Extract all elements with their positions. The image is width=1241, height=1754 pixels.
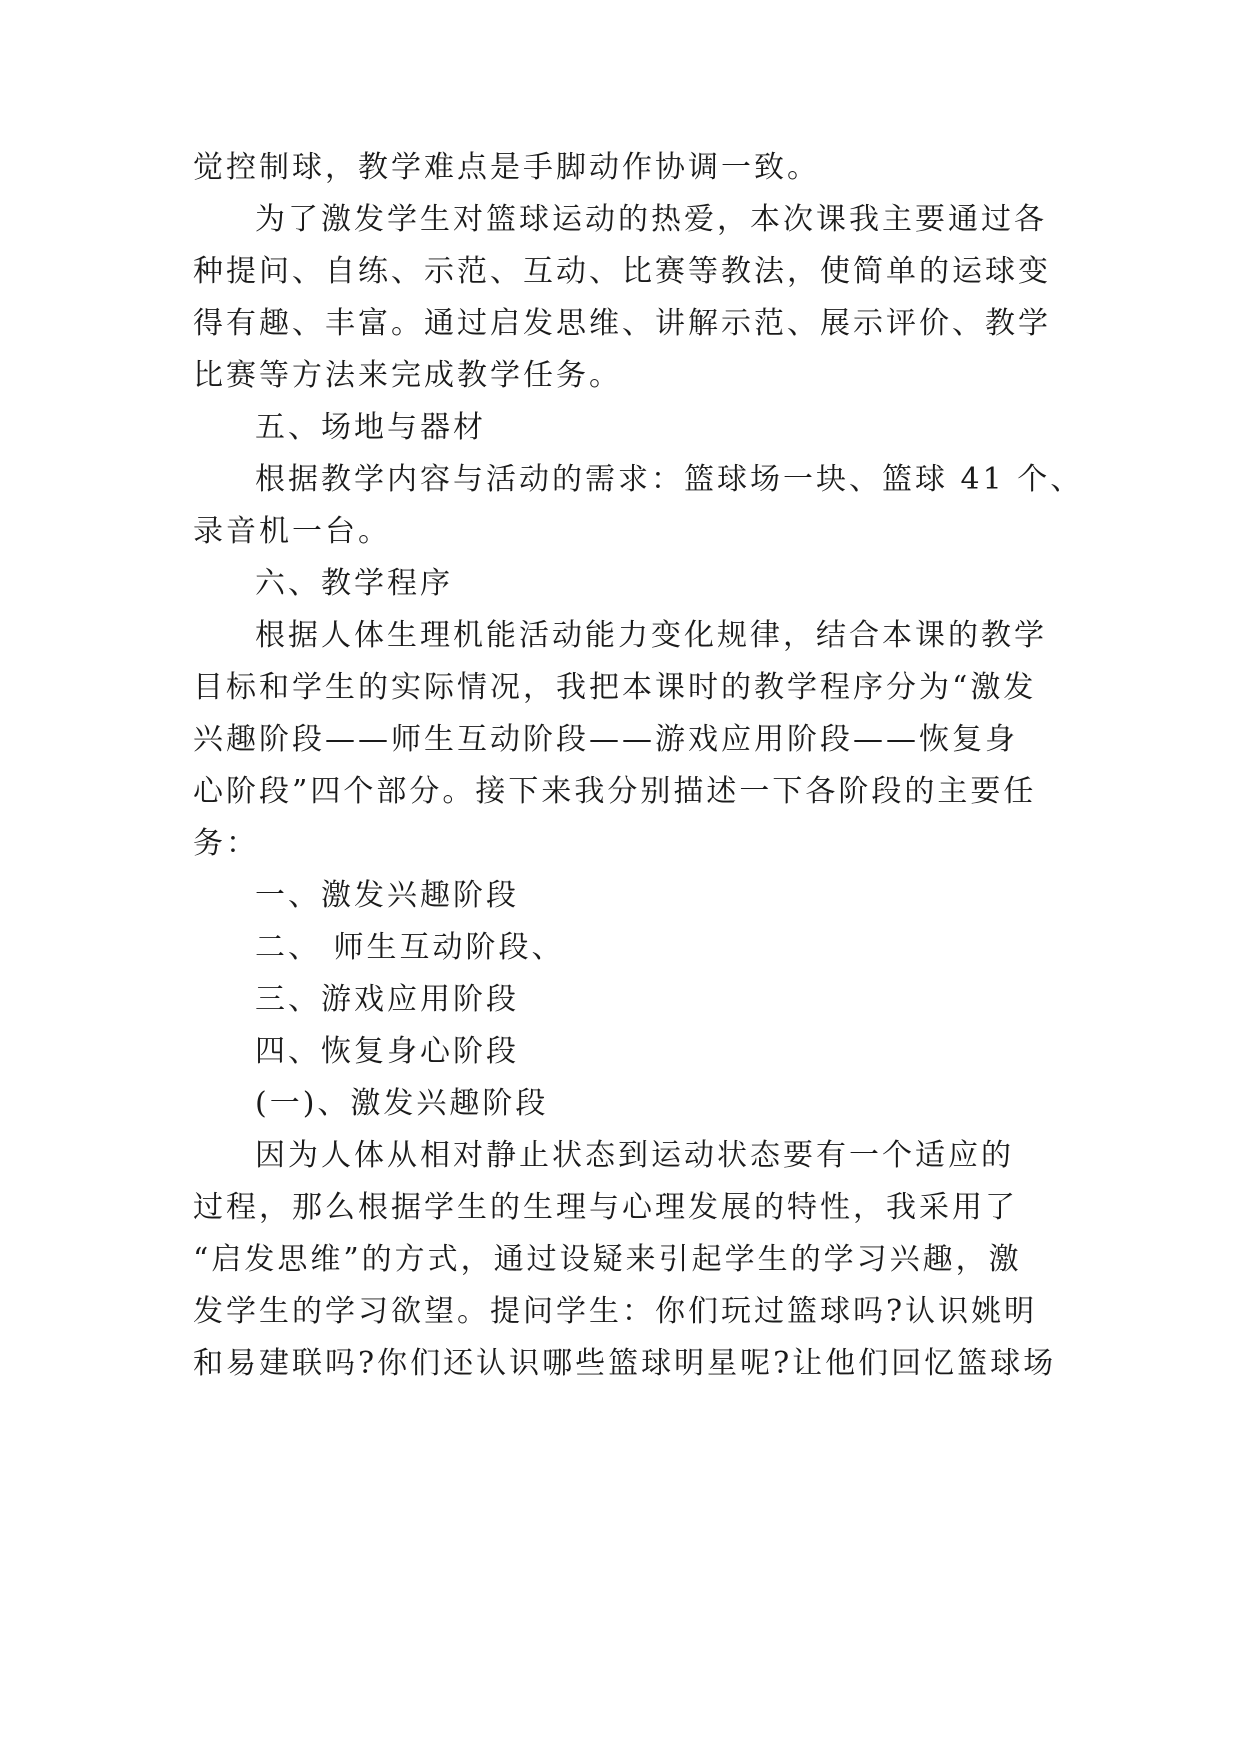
list-item: 四、恢复身心阶段 [255, 1034, 519, 1069]
text-line: 心阶段”四个部分。接下来我分别描述一下各阶段的主要任 [193, 774, 1037, 809]
text-line: “启发思维”的方式，通过设疑来引起学生的学习兴趣，激 [193, 1242, 1022, 1277]
list-item: 三、游戏应用阶段 [255, 982, 519, 1017]
text-line: 目标和学生的实际情况，我把本课时的教学程序分为“激发 [193, 670, 1037, 705]
text-line: 觉控制球，教学难点是手脚动作协调一致。 [193, 150, 820, 185]
paragraph-start: 为了激发学生对篮球运动的热爱，本次课我主要通过各 [255, 202, 1047, 237]
paragraph-start: 因为人体从相对静止状态到运动状态要有一个适应的 [255, 1138, 1014, 1173]
text-line: 发学生的学习欲望。提问学生：你们玩过篮球吗?认识姚明 [193, 1294, 1038, 1329]
subsection-heading: (一)、激发兴趣阶段 [255, 1086, 549, 1121]
section-heading: 六、教学程序 [255, 566, 453, 601]
section-heading: 五、场地与器材 [255, 410, 486, 445]
text-line: 和易建联吗?你们还认识哪些篮球明星呢?让他们回忆篮球场 [193, 1346, 1057, 1381]
paragraph-start: 根据教学内容与活动的需求：篮球场一块、篮球 41 个、 [255, 462, 1084, 497]
list-item: 二、 师生互动阶段、 [255, 930, 565, 965]
list-item: 一、激发兴趣阶段 [255, 878, 519, 913]
text-line: 兴趣阶段——师生互动阶段——游戏应用阶段——恢复身 [193, 722, 1018, 757]
text-line: 过程，那么根据学生的生理与心理发展的特性，我采用了 [193, 1190, 1018, 1225]
paragraph-start: 根据人体生理机能活动能力变化规律，结合本课的教学 [255, 618, 1047, 653]
text-line: 种提问、自练、示范、互动、比赛等教法，使简单的运球变 [193, 254, 1051, 289]
text-line: 比赛等方法来完成教学任务。 [193, 358, 622, 393]
text-line: 务： [193, 826, 259, 861]
text-line: 得有趣、丰富。通过启发思维、讲解示范、展示评价、教学 [193, 306, 1051, 341]
text-line: 录音机一台。 [193, 514, 391, 549]
